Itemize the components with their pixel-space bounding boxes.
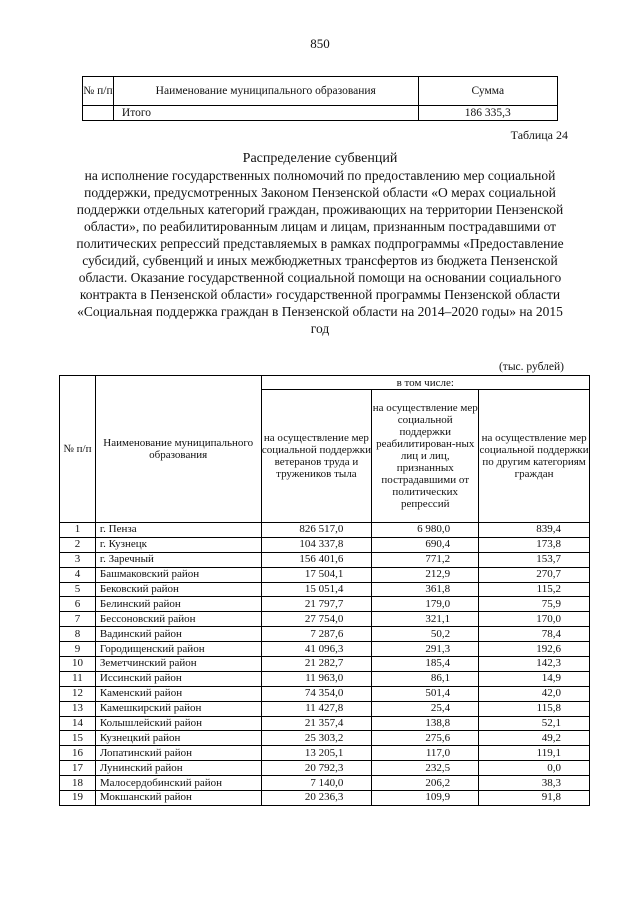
- header-col3: на осуществление мер социальной поддержки по другим категориям граждан: [479, 390, 590, 523]
- row-name: Башмаковский район: [95, 567, 261, 582]
- row-name: Иссинский район: [95, 671, 261, 686]
- table-row: [60, 657, 590, 672]
- row-num: 14: [60, 716, 96, 731]
- row-value-veterans: 7 287,6: [261, 627, 372, 642]
- row-num: 5: [60, 582, 96, 597]
- row-value-veterans: 74 354,0: [261, 686, 372, 701]
- header-num: № п/п: [83, 77, 114, 106]
- row-num: 1: [60, 523, 96, 538]
- row-num: 19: [60, 791, 96, 806]
- row-num: 8: [60, 627, 96, 642]
- row-value-other: 52,1: [479, 716, 590, 731]
- row-name: Бессоновский район: [95, 612, 261, 627]
- row-value-rehabilitated: 232,5: [372, 761, 479, 776]
- row-value-rehabilitated: 206,2: [372, 776, 479, 791]
- row-name: Белинский район: [95, 597, 261, 612]
- row-value-veterans: 13 205,1: [261, 746, 372, 761]
- row-num: 2: [60, 537, 96, 552]
- row-num: 16: [60, 746, 96, 761]
- row-value-veterans: 11 427,8: [261, 701, 372, 716]
- row-name: г. Кузнецк: [95, 537, 261, 552]
- header-col2: на осуществление мер социальной поддержки реабилитирован-ных лиц и лиц, признанных пострадавшими от политических репрессий: [372, 390, 479, 523]
- table-row: [60, 671, 590, 686]
- row-name: Кузнецкий район: [95, 731, 261, 746]
- row-name: Лопатинский район: [95, 746, 261, 761]
- table-row: [60, 627, 590, 642]
- row-name: Каменский район: [95, 686, 261, 701]
- row-value-rehabilitated: 771,2: [372, 552, 479, 567]
- header-sum: Сумма: [418, 77, 557, 106]
- row-value-rehabilitated: 86,1: [372, 671, 479, 686]
- row-num: 17: [60, 761, 96, 776]
- row-num: 11: [60, 671, 96, 686]
- row-value-rehabilitated: 275,6: [372, 731, 479, 746]
- row-name: Бековский район: [95, 582, 261, 597]
- row-value-rehabilitated: 321,1: [372, 612, 479, 627]
- header-name: Наименование муниципального образования: [113, 77, 418, 106]
- row-value-other: 91,8: [479, 791, 590, 806]
- row-value-rehabilitated: 185,4: [372, 657, 479, 672]
- row-value-veterans: 826 517,0: [261, 523, 372, 538]
- row-value-rehabilitated: 179,0: [372, 597, 479, 612]
- table-row: [60, 761, 590, 776]
- row-value-rehabilitated: 25,4: [372, 701, 479, 716]
- row-value-veterans: 21 797,7: [261, 597, 372, 612]
- row-value-rehabilitated: 117,0: [372, 746, 479, 761]
- table-row: [60, 791, 590, 806]
- row-value-rehabilitated: 361,8: [372, 582, 479, 597]
- row-value-other: 115,8: [479, 701, 590, 716]
- total-row: [83, 106, 558, 121]
- row-value-other: 839,4: [479, 523, 590, 538]
- row-value-other: 75,9: [479, 597, 590, 612]
- row-value-veterans: 21 357,4: [261, 716, 372, 731]
- table-row: [60, 567, 590, 582]
- row-value-other: 78,4: [479, 627, 590, 642]
- row-value-veterans: 41 096,3: [261, 642, 372, 657]
- row-value-veterans: 27 754,0: [261, 612, 372, 627]
- row-value-veterans: 15 051,4: [261, 582, 372, 597]
- total-num: [83, 106, 114, 121]
- table-row: [60, 523, 590, 538]
- row-num: 9: [60, 642, 96, 657]
- row-num: 4: [60, 567, 96, 582]
- document-title: [70, 150, 570, 337]
- row-value-veterans: 11 963,0: [261, 671, 372, 686]
- table-row: [60, 537, 590, 552]
- row-name: Камешкирский район: [95, 701, 261, 716]
- row-name: Вадинский район: [95, 627, 261, 642]
- row-name: Лунинский район: [95, 761, 261, 776]
- row-value-other: 192,6: [479, 642, 590, 657]
- row-value-veterans: 156 401,6: [261, 552, 372, 567]
- row-name: Городищенский район: [95, 642, 261, 657]
- table-row: [60, 716, 590, 731]
- row-num: 12: [60, 686, 96, 701]
- table-row: [60, 582, 590, 597]
- row-value-other: 0,0: [479, 761, 590, 776]
- row-value-other: 38,3: [479, 776, 590, 791]
- summary-table: [82, 76, 558, 121]
- header-name: Наименование муниципального образования: [95, 376, 261, 523]
- title-body: на исполнение государственных полномочий по предоставлению мер социальной поддержки, предусмотренных Законом Пензенской области «О мерах социальной поддержки отдельных категорий граждан, проживающих на территории Пензенской области», по реабилитированным лицам и лицам, признанным пострадавшими от политических репрессий представляемых в рамках подпрограммы «Предоставление субсидий, субвенций и иных межбюджетных трансфертов из бюджета Пензенской области. Оказание государственной социальной помощи на основании социального контракта в Пензенской области» государственной программы Пензенской области «Социальная поддержка граждан в Пензенской области на 2014–2020 годы» на 2015 год: [76, 168, 564, 336]
- header-col1: на осуществление мер социальной поддержки ветеранов труда и тружеников тыла: [261, 390, 372, 523]
- row-value-veterans: 21 282,7: [261, 657, 372, 672]
- row-name: Мокшанский район: [95, 791, 261, 806]
- row-value-veterans: 20 236,3: [261, 791, 372, 806]
- row-value-veterans: 7 140,0: [261, 776, 372, 791]
- row-num: 13: [60, 701, 96, 716]
- header-row-1: [60, 376, 590, 390]
- row-value-rehabilitated: 501,4: [372, 686, 479, 701]
- row-value-other: 153,7: [479, 552, 590, 567]
- row-value-veterans: 25 303,2: [261, 731, 372, 746]
- page-number: 850: [310, 36, 330, 51]
- row-num: 3: [60, 552, 96, 567]
- row-value-veterans: 20 792,3: [261, 761, 372, 776]
- header-group: в том числе:: [261, 376, 589, 390]
- row-value-rehabilitated: 690,4: [372, 537, 479, 552]
- title-heading: Распределение субвенций: [242, 151, 398, 166]
- row-value-other: 49,2: [479, 731, 590, 746]
- header-num: № п/п: [60, 376, 96, 523]
- row-num: 7: [60, 612, 96, 627]
- table-row: [60, 612, 590, 627]
- table-row: [60, 686, 590, 701]
- row-value-veterans: 17 504,1: [261, 567, 372, 582]
- table-row: [60, 597, 590, 612]
- row-value-rehabilitated: 6 980,0: [372, 523, 479, 538]
- row-value-veterans: 104 337,8: [261, 537, 372, 552]
- table-label: Таблица 24: [510, 128, 568, 142]
- row-value-rehabilitated: 138,8: [372, 716, 479, 731]
- row-name: г. Пенза: [95, 523, 261, 538]
- row-name: Малосердобинский район: [95, 776, 261, 791]
- table-row: [60, 746, 590, 761]
- table-row: [60, 776, 590, 791]
- row-num: 10: [60, 657, 96, 672]
- row-value-other: 42,0: [479, 686, 590, 701]
- row-value-other: 115,2: [479, 582, 590, 597]
- table-row: [60, 552, 590, 567]
- units-label: (тыс. рублей): [498, 361, 564, 373]
- row-value-rehabilitated: 212,9: [372, 567, 479, 582]
- row-value-rehabilitated: 109,9: [372, 791, 479, 806]
- row-num: 15: [60, 731, 96, 746]
- table-row: [60, 642, 590, 657]
- row-value-other: 119,1: [479, 746, 590, 761]
- row-num: 18: [60, 776, 96, 791]
- row-name: г. Заречный: [95, 552, 261, 567]
- row-value-other: 173,8: [479, 537, 590, 552]
- row-value-rehabilitated: 291,3: [372, 642, 479, 657]
- row-name: Колышлейский район: [95, 716, 261, 731]
- row-name: Земетчинский район: [95, 657, 261, 672]
- row-num: 6: [60, 597, 96, 612]
- row-value-other: 170,0: [479, 612, 590, 627]
- total-label: Итого: [113, 106, 418, 121]
- row-value-other: 270,7: [479, 567, 590, 582]
- row-value-rehabilitated: 50,2: [372, 627, 479, 642]
- table-row: [60, 701, 590, 716]
- total-sum: 186 335,3: [418, 106, 557, 121]
- row-value-other: 14,9: [479, 671, 590, 686]
- table-row: [60, 731, 590, 746]
- row-value-other: 142,3: [479, 657, 590, 672]
- distribution-table: [59, 375, 590, 806]
- summary-table-header: [83, 77, 558, 106]
